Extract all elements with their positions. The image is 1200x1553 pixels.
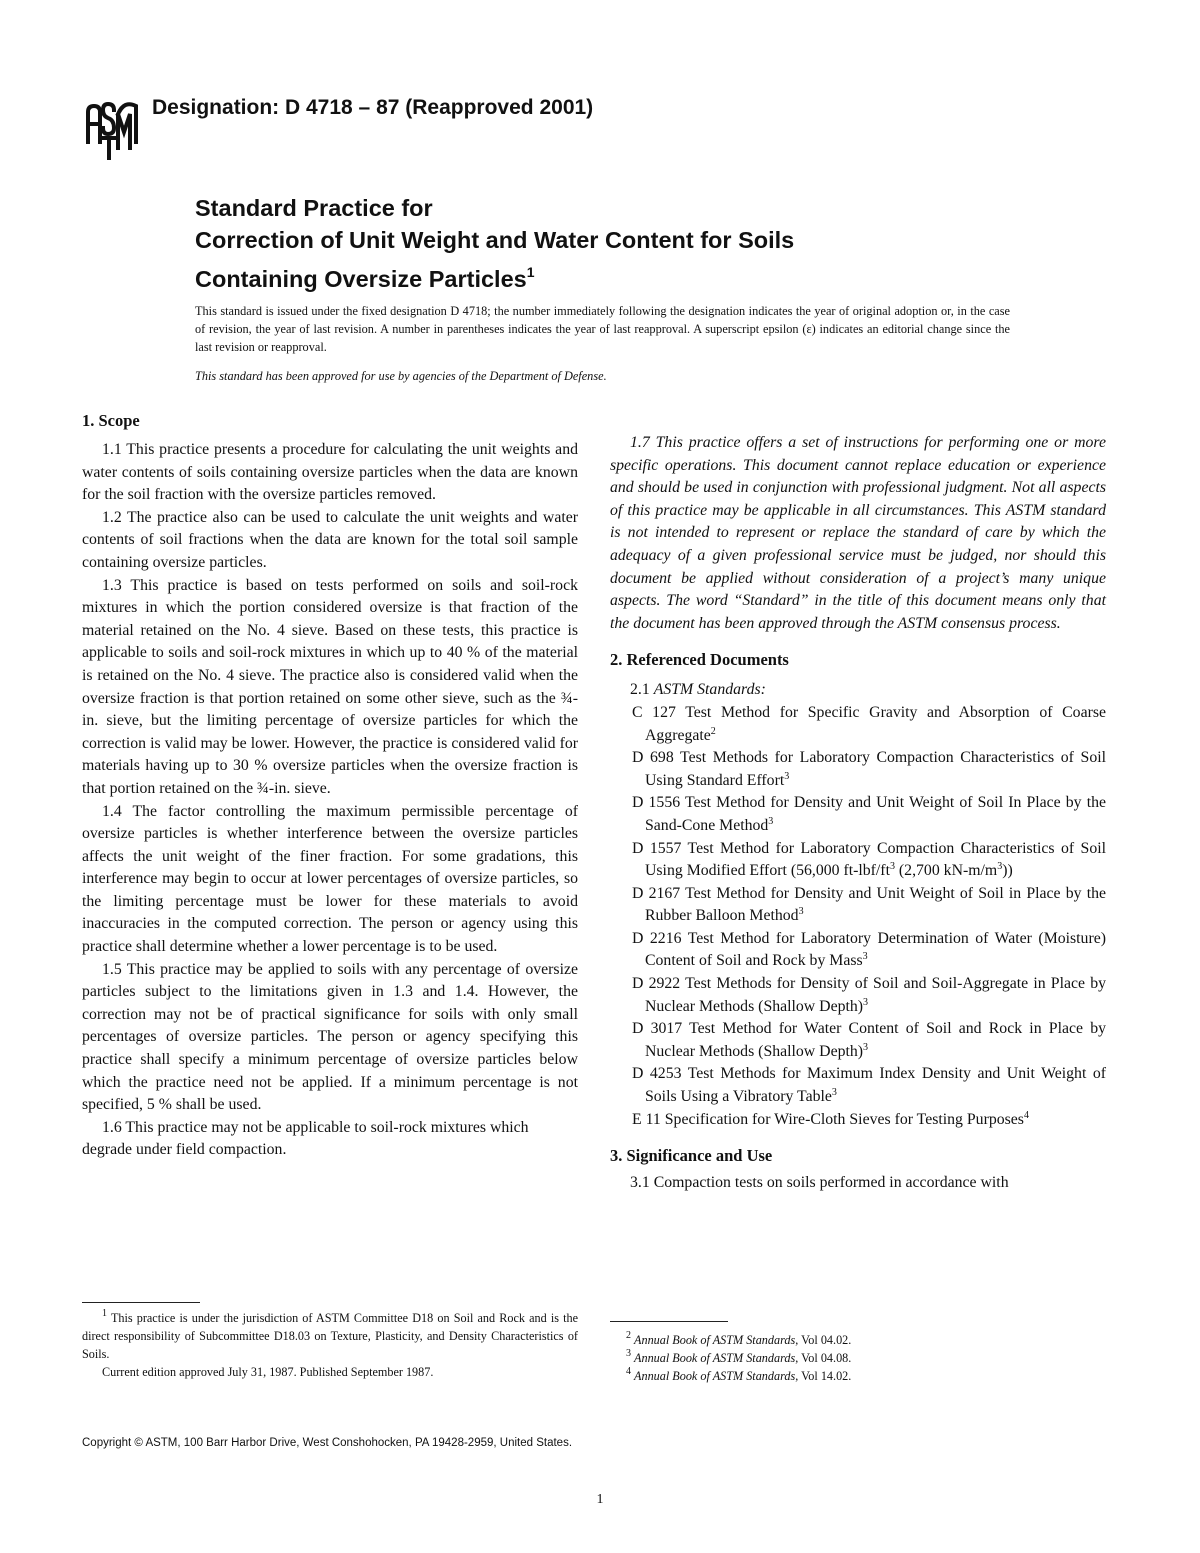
paragraph-2-1-number: 2.1 xyxy=(630,681,650,699)
section-heading-scope: 1. Scope xyxy=(82,411,140,430)
section-heading-referenced-documents: 2. Referenced Documents xyxy=(610,650,789,670)
astm-logo xyxy=(84,92,142,164)
paragraph-1-6: 1.6 This practice may not be applicable to soil-rock mixtures which degrade under field compaction. xyxy=(82,1118,529,1159)
title-line-1: Standard Practice for xyxy=(195,195,433,221)
footnote-edition: Current edition approved July 31, 1987. Published September 1987. xyxy=(102,1365,434,1379)
paragraph-1-5: 1.5 This practice may be applied to soils with any percentage of oversize particles subject to the limitations given in 1.3 and 1.4. However, the correction may not be of practical significance for soils with only small percentages of oversize particles. The person or agency specifying this practice shall specify a minimum percentage of oversize particles below which the practice need not be applied. If a minimum percentage is not specified, 5 % shall be used. xyxy=(82,960,578,1114)
reference-item: D 2167 Test Method for Density and Unit Weight of Soil in Place by the Rubber Balloon Method$^3$ xyxy=(632,884,1106,925)
footnote-rule-right xyxy=(610,1321,728,1322)
reference-item: D 3017 Test Method for Water Content of Soil and Rock in Place by Nuclear Methods (Shallow Depth)$^3$ xyxy=(632,1020,1106,1060)
page-number: 1 xyxy=(596,1492,604,1507)
paragraph-2-1 xyxy=(610,679,1106,702)
reference-item: D 1557 Test Method for Laboratory Compaction Characteristics of Soil Using Modified Effort (56,000 $ft-lbf/ft^3$ (2,700 $kN-m/m^3$)) xyxy=(632,839,1106,880)
issuance-note: This standard is issued under the fixed designation D 4718; the number immediately following the designation indicates the year of original adoption or, in the case of revision, the year of last revision. A number in parentheses indicates the year of last reapproval. A superscript epsilon (ε) indicates an editorial change since the last revision or reapproval. xyxy=(195,304,1010,354)
footnotes-right xyxy=(626,1331,1096,1385)
reference-item: D 2922 Test Methods for Density of Soil and Soil-Aggregate in Place by Nuclear Methods (Shallow Depth)$^3$ xyxy=(632,975,1106,1015)
right-column xyxy=(610,410,1106,1195)
paragraph-1-2: 1.2 The practice also can be used to calculate the unit weights and water contents of soil fractions when the data are known for the total soil sample containing oversize particles. xyxy=(82,508,578,571)
document-title xyxy=(195,192,1055,295)
left-column xyxy=(82,410,578,1162)
reference-item: C 127 Test Method for Specific Gravity and Absorption of Coarse Aggregate$^2$ xyxy=(632,703,1106,744)
footnote-2: $^2$ Annual Book of ASTM Standards, Vol 04.02. xyxy=(626,1330,852,1347)
designation: Designation: D 4718 – 87 (Reapproved 2001) xyxy=(152,96,594,119)
footnotes-left xyxy=(82,1309,578,1381)
paragraph-3-1: 3.1 Compaction tests on soils performed in accordance with xyxy=(630,1174,1009,1192)
paragraph-1-1: 1.1 This practice presents a procedure for calculating the unit weights and water contents of soils containing oversize particles when the data are known for the soil fraction with the oversize particles removed. xyxy=(82,441,578,504)
reference-item: E 11 Specification for Wire-Cloth Sieves for Testing Purposes$^4$ xyxy=(632,1109,1029,1128)
dod-approval-note: This standard has been approved for use by agencies of the Department of Defense. xyxy=(195,369,607,383)
reference-item: D 1556 Test Method for Density and Unit Weight of Soil In Place by the Sand-Cone Method$^3$ xyxy=(632,794,1106,834)
copyright-notice: Copyright © ASTM, 100 Barr Harbor Drive, West Conshohocken, PA 19428-2959, United States. xyxy=(82,1437,573,1449)
footnote-3: $^3$ Annual Book of ASTM Standards, Vol 04.08. xyxy=(626,1348,852,1365)
title-footnote-mark: 1 xyxy=(526,264,535,280)
reference-item: D 2216 Test Method for Laboratory Determination of Water (Moisture) Content of Soil and Rock by Mass$^3$ xyxy=(632,929,1106,970)
section-heading-significance: 3. Significance and Use xyxy=(610,1146,773,1166)
paragraph-1-4: 1.4 The factor controlling the maximum permissible percentage of oversize particles is whether interference between the oversize particles affects the unit weight of the finer fraction. For some gradations, this interference may begin to occur at lower percentages of oversize particles, so the limiting percentage must be lower for these materials to avoid inaccuracies in the computed correction. The person or agency using this practice shall determine whether a lower percentage is to be used. xyxy=(82,802,578,956)
reference-item: D 698 Test Methods for Laboratory Compaction Characteristics of Soil Using Standard Effort$^3$ xyxy=(632,749,1106,789)
reference-item: D 4253 Test Methods for Maximum Index Density and Unit Weight of Soils Using a Vibratory Table$^3$ xyxy=(632,1065,1106,1106)
footnote-4: $^4$ Annual Book of ASTM Standards, Vol 14.02. xyxy=(626,1366,852,1383)
footnote-1: $^1$ This practice is under the jurisdiction of ASTM Committee D18 on Soil and Rock and is the direct responsibility of Subcommittee D18.03 on Texture, Plasticity, and Density Characteristics of Soils. xyxy=(82,1308,579,1361)
paragraph-1-7: 1.7 This practice offers a set of instructions for performing one or more specific operations. This document cannot replace education or experience and should be used in conjunction with professional judgment. Not all aspects of this practice may be applicable in all circumstances. This ASTM standard is not intended to represent or replace the standard of care by which the adequacy of a given professional service must be judged, nor should this document be applied without consideration of a project’s many unique aspects. The word “Standard” in the title of this document means only that the document has been approved through the ASTM consensus process. xyxy=(610,434,1106,632)
footnote-rule-left xyxy=(82,1302,200,1303)
title-line-2: Correction of Unit Weight and Water Content for Soils xyxy=(195,227,795,253)
paragraph-2-1-label: ASTM Standards: xyxy=(653,681,766,699)
paragraph-1-3: 1.3 This practice is based on tests performed on soils and soil-rock mixtures in which the portion considered oversize is that fraction of the material retained on the No. 4 sieve. Based on these tests, this practice is applicable to soils and soil-rock mixtures in which up to 40 % of the material is retained on the No. 4 sieve. The practice also is considered valid when the oversize fraction is that portion retained on some other sieve, such as the ¾-in. sieve, but the limiting percentage of oversize particles for which the correction is valid may be lower. However, the practice is considered valid for materials having up to 30 % oversize particles when the oversize fraction is that portion retained on the ¾-in. sieve. xyxy=(82,576,578,797)
title-line-3: Containing Oversize Particles xyxy=(195,266,527,292)
